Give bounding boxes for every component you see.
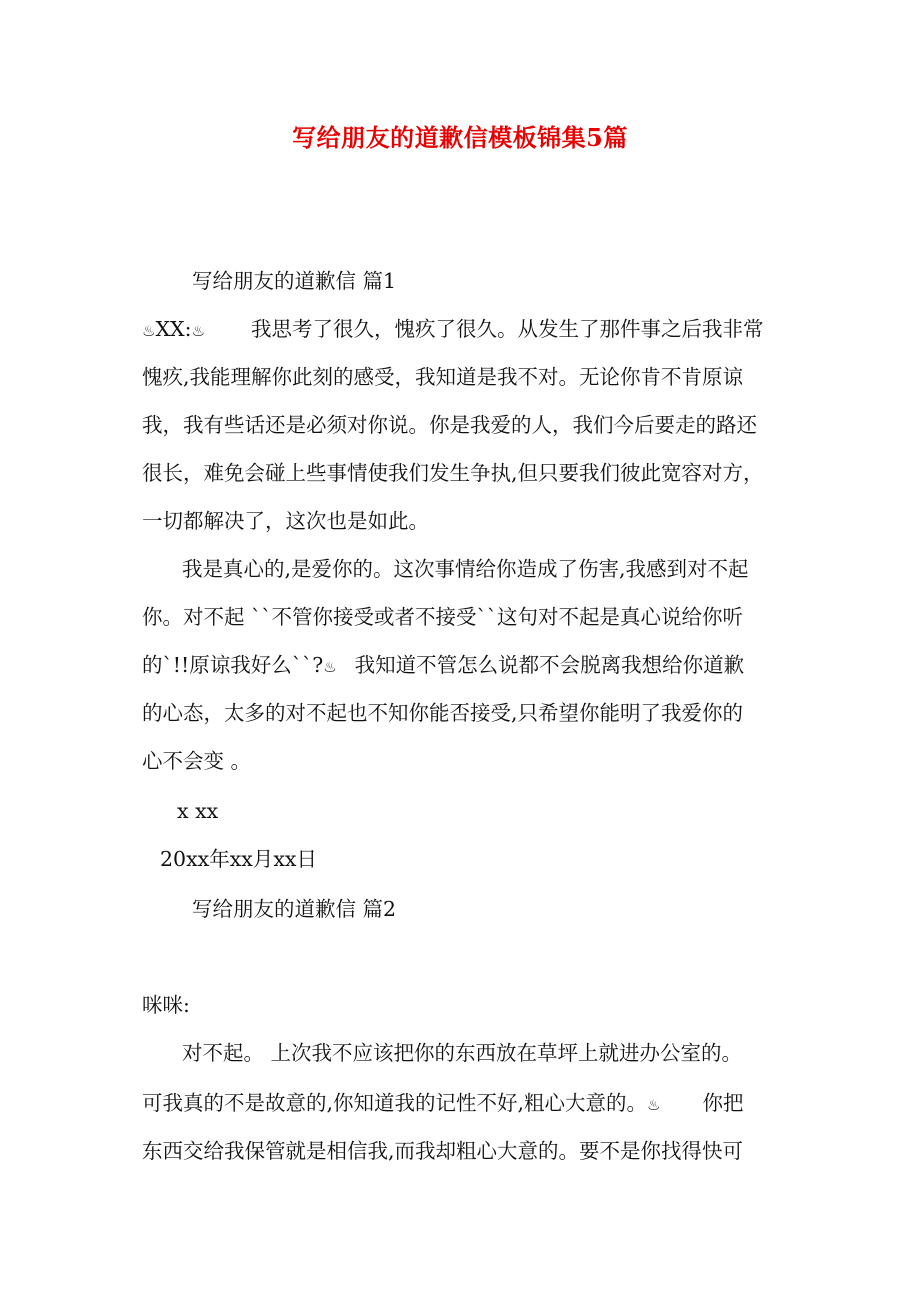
- paragraph-line: [142, 314, 764, 346]
- signature: x xx: [177, 799, 219, 823]
- date: 20xx年xx月xx日: [160, 847, 317, 871]
- garbled-glyph: ♨: [191, 322, 206, 340]
- document-title: 写给朋友的道歉信模板锦集5篇: [292, 123, 628, 152]
- paragraph-line: [142, 1088, 743, 1120]
- line-text: 的`!!原谅我好么``?: [142, 653, 324, 677]
- paragraph-line: 的心态，太多的对不起也不知你能否接受,只希望你能明了我爱你的: [142, 701, 744, 725]
- paragraph-line: 我，我有些话还是必须对你说。你是我爱的人，我们今后要走的路还: [142, 413, 757, 437]
- paragraph-line: 很长，难免会碰上些事情使我们发生争执,但只要我们彼此宽容对方，: [142, 461, 764, 485]
- paragraph-line: 一切都解决了，这次也是如此。: [142, 509, 429, 533]
- paragraph-line: 我是真心的,是爱你的。这次事情给你造成了伤害,我感到对不起: [182, 557, 749, 581]
- paragraph-line: 东西交给我保管就是相信我,而我却粗心大意的。要不是你找得快可: [142, 1139, 744, 1163]
- salutation: XX:: [155, 317, 192, 341]
- line-text: 我思考了很久，愧疚了很久。从发生了那件事之后我非常: [251, 317, 764, 341]
- line-text: 你把: [702, 1091, 744, 1115]
- line-text: 我知道不管怎么说都不会脱离我想给你道歉: [354, 653, 745, 677]
- line-text: 可我真的不是故意的,你知道我的记性不好,粗心大意的。: [142, 1091, 648, 1115]
- garbled-glyph: ♨: [647, 1096, 661, 1114]
- garbled-glyph: ♨: [323, 658, 337, 676]
- paragraph-line: [142, 650, 744, 682]
- section-heading-2: 写给朋友的道歉信 篇2: [192, 897, 397, 921]
- paragraph-line: 愧疚,我能理解你此刻的感受，我知道是我不对。无论你肯不肯原谅: [142, 365, 744, 389]
- salutation: 咪咪:: [142, 993, 190, 1017]
- paragraph-line: 对不起。 上次我不应该把你的东西放在草坪上就进办公室的。: [182, 1041, 743, 1065]
- paragraph-line: 你。对不起 ``不管你接受或者不接受``这句对不起是真心说给你听: [142, 605, 744, 629]
- paragraph-line: 心不会变 。: [142, 749, 252, 773]
- garbled-glyph: ♨: [142, 322, 156, 340]
- section-heading-1: 写给朋友的道歉信 篇1: [192, 269, 397, 293]
